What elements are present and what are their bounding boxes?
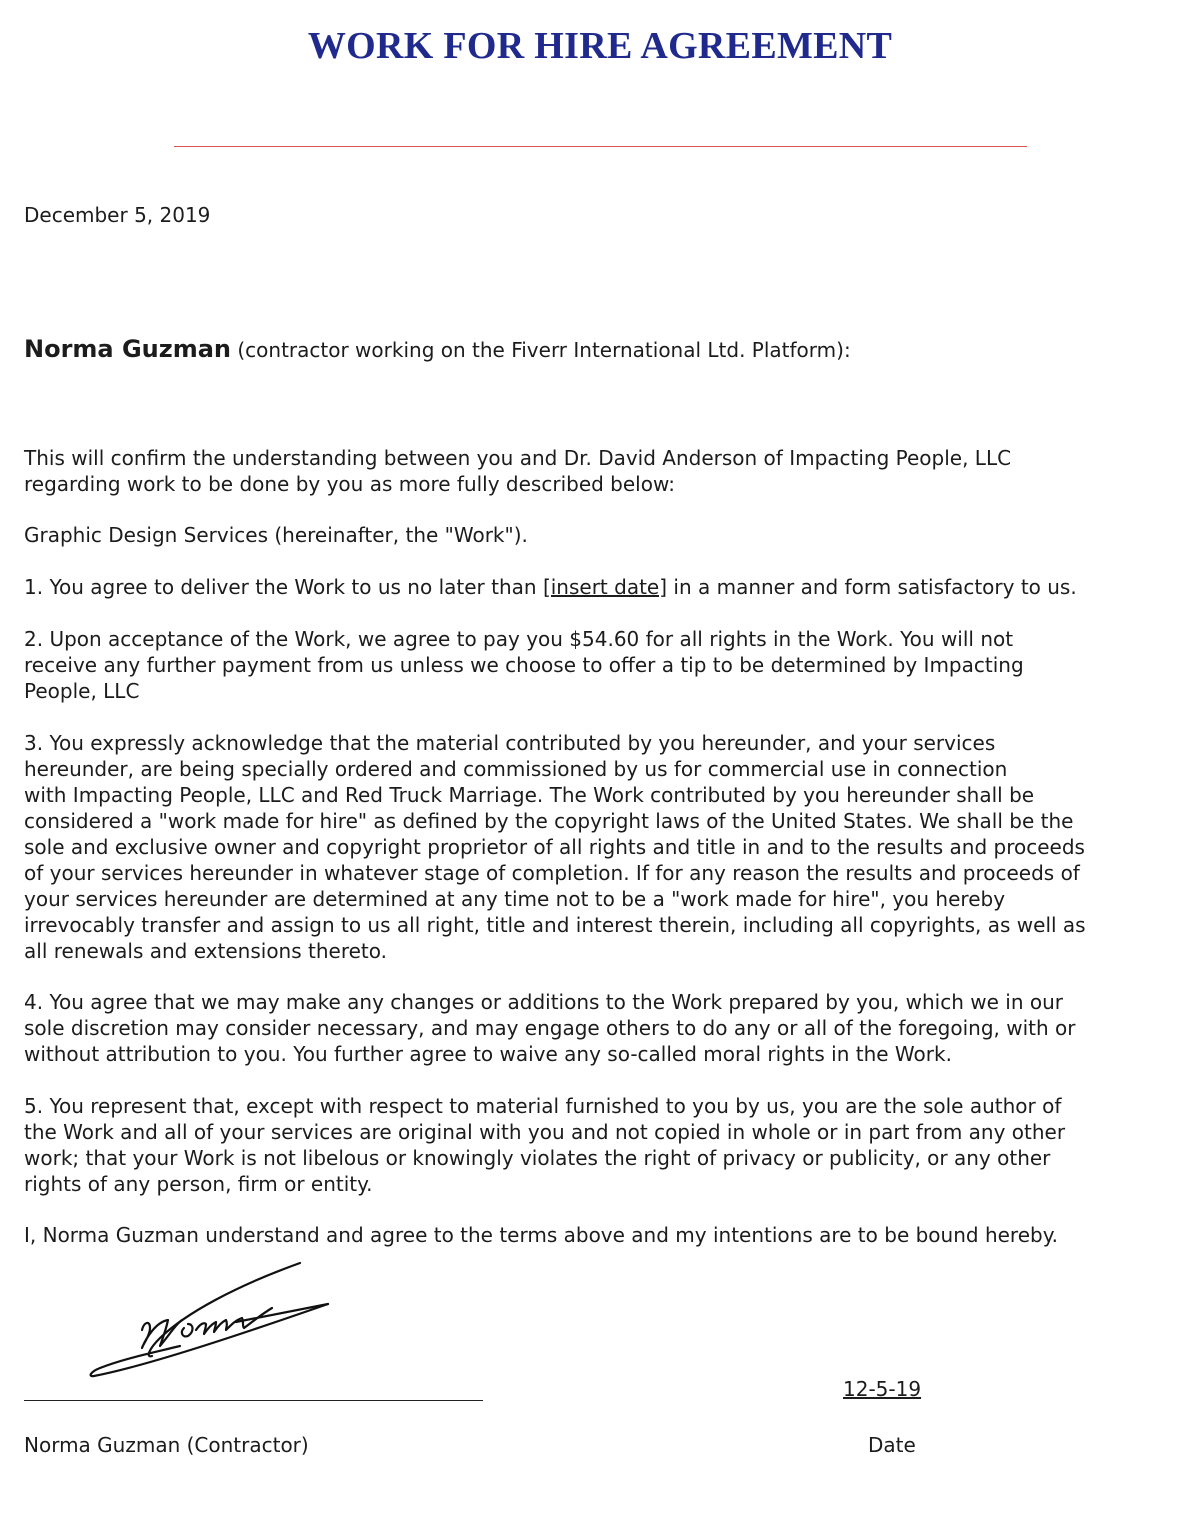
clause-1-after: in a manner and form satisfactory to us.: [667, 575, 1077, 599]
clause-1-before: 1. You agree to deliver the Work to us no later than: [24, 575, 543, 599]
clause-1: [24, 574, 1174, 600]
signature-date: 12-5-19: [843, 1377, 922, 1401]
clause-3: 3. You expressly acknowledge that the material contributed by you hereunder, and your services hereunder, are being specially ordered and commissioned by us for commercial use in connection with Impacting People, LLC and Red Truck Marriage. The Work contributed by you hereunder shall be considered a "work made for hire" as defined by the copyright laws of the United States. We shall be the sole and exclusive owner and copyright proprietor of all rights and title in and to the results and proceeds of your services hereunder in whatever stage of completion. If for any reason the results and proceeds of your services hereunder are determined at any time not to be a "work made for hire", you hereby irrevocably transfer and assign to us all right, title and interest therein, including all copyrights, as well as all renewals and extensions thereto.: [24, 731, 1086, 963]
clause-5: 5. You represent that, except with respect to material furnished to you by us, you are the sole author of the Work and all of your services are original with you and not copied in whole or in part from any other work; that your Work is not libelous or knowingly violates the right of privacy or publicity, or any other rights of any person, firm or entity.: [24, 1094, 1066, 1196]
signer-label: Norma Guzman (Contractor): [24, 1433, 309, 1457]
clause-4: 4. You agree that we may make any changes or additions to the Work prepared by you, which we in our sole discretion may consider necessary, and may engage others to do any or all of the foregoing, with or without attribution to you. You further agree to waive any so-called moral rights in the Work.: [24, 990, 1076, 1066]
clause-2: 2. Upon acceptance of the Work, we agree to pay you $54.60 for all rights in the Work. You will not receive any further payment from us unless we choose to offer a tip to be determined by Impacting People, LLC: [24, 627, 1024, 703]
signature-line: [24, 1400, 483, 1401]
letter-date: December 5, 2019: [24, 203, 211, 227]
intro-paragraph: This will confirm the understanding between you and Dr. David Anderson of Impacting People, LLC regarding work to be done by you as more fully described below:: [24, 446, 1012, 496]
addressee-name: Norma Guzman: [24, 335, 232, 363]
addressee-line: [24, 334, 1174, 365]
agreement-statement: I, Norma Guzman understand and agree to the terms above and my intentions are to be bound hereby.: [24, 1223, 1059, 1247]
date-placeholder: [insert date]: [542, 575, 668, 599]
handwritten-signature: [86, 1258, 340, 1386]
work-definition: Graphic Design Services (hereinafter, the "Work").: [24, 523, 528, 547]
document-title: WORK FOR HIRE AGREEMENT: [307, 25, 893, 67]
date-label: Date: [868, 1433, 916, 1457]
title-divider: [174, 146, 1027, 147]
addressee-description: (contractor working on the Fiverr International Ltd. Platform):: [237, 338, 851, 362]
